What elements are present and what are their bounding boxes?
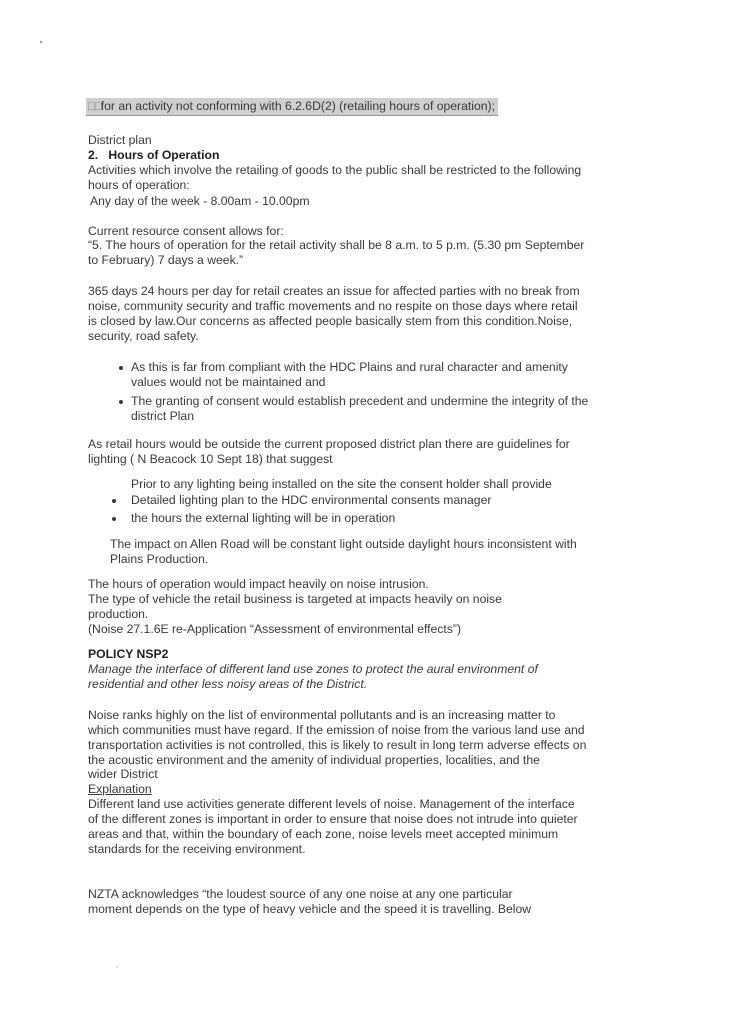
bullet-dot (119, 400, 123, 404)
lighting-bullet-1: Detailed lighting plan to the HDC environmental consents manager (131, 493, 492, 507)
current-consent-label: Current resource consent allows for: (88, 224, 284, 238)
section-heading (88, 148, 219, 163)
consent-quote-line-1: “5. The hours of operation for the retail activity shall be 8 a.m. to 5 p.m. (5.30 pm September (88, 238, 585, 252)
policy-line-2: residential and other less noisy areas of the District. (88, 677, 368, 691)
bullet-dot (112, 499, 116, 503)
noise-line-1: The hours of operation would impact heavily on noise intrusion. (88, 577, 429, 591)
lighting-bullet-2: the hours the external lighting will be in operation (131, 511, 396, 525)
ranks-line-5: wider District (88, 767, 158, 781)
placeholder-glyphs: □□ (88, 99, 101, 113)
explanation-line-2: of the different zones is important in order to ensure that noise does not intrude into quieter (88, 812, 578, 826)
retail-hours-line-2: lighting ( N Beacock 10 Sept 18) that suggest (88, 452, 333, 466)
nzta-line-1: NZTA acknowledges “the loudest source of any one noise at any one particular (88, 887, 513, 901)
lighting-intro: Prior to any lighting being installed on the site the consent holder shall provide (131, 477, 552, 491)
explanation-line-4: standards for the receiving environment. (88, 842, 306, 856)
ranks-line-2: which communities must have regard. If the emission of noise from the various land use and (88, 723, 585, 737)
concern-line-3: is closed by law.Our concerns as affected people basically stem from this condition.Noise, (88, 314, 573, 328)
nzta-line-2: moment depends on the type of heavy vehicle and the speed it is travelling. Below (88, 902, 532, 916)
bullet-2-line-2: district Plan (131, 409, 194, 423)
retail-hours-line-1: As retail hours would be outside the current proposed district plan there are guidelines for (88, 437, 570, 451)
any-day-hours: Any day of the week - 8.00am - 10.00pm (90, 194, 310, 208)
noise-line-4: (Noise 27.1.6E re-Application “Assessment of environmental effects”) (88, 622, 462, 636)
concern-line-2: noise, community security and traffic movements and no respite on those days where retail (88, 299, 578, 313)
bullet-2-line-1: The granting of consent would establish precedent and undermine the integrity of the (131, 394, 589, 408)
consent-quote-line-2: to February) 7 days a week.” (88, 253, 244, 267)
section-title: Hours of Operation (108, 148, 220, 162)
district-plan-label: District plan (88, 133, 152, 147)
highlighted-clause-text: for an activity not conforming with 6.2.6D(2) (retailing hours of operation); (100, 99, 495, 113)
scan-speck (40, 41, 42, 43)
activities-line-1: Activities which involve the retailing of goods to the public shall be restricted to the following (88, 163, 582, 177)
bullet-dot (112, 517, 116, 521)
policy-line-1: Manage the interface of different land use zones to protect the aural environment of (88, 662, 538, 676)
scan-speck (116, 966, 118, 968)
explanation-heading: Explanation (88, 782, 152, 796)
explanation-line-1: Different land use activities generate different levels of noise. Management of the interface (88, 797, 575, 811)
impact-line-2: Plains Production. (110, 552, 209, 566)
bullet-1-line-1: As this is far from compliant with the HDC Plains and rural character and amenity (131, 360, 568, 374)
ranks-line-4: the acoustic environment and the amenity of individual properties, localities, and the (88, 753, 540, 767)
highlighted-clause (86, 98, 498, 116)
bullet-1-line-2: values would not be maintained and (131, 375, 326, 389)
noise-line-2: The type of vehicle the retail business is targeted at impacts heavily on noise (88, 592, 502, 606)
impact-line-1: The impact on Allen Road will be constant light outside daylight hours inconsistent with (110, 537, 577, 551)
activities-line-2: hours of operation: (88, 178, 190, 192)
policy-heading: POLICY NSP2 (88, 647, 169, 661)
bullet-dot (119, 366, 123, 370)
explanation-line-3: areas and that, within the boundary of each zone, noise levels meet accepted minimum (88, 827, 559, 841)
section-number: 2. (88, 148, 99, 162)
ranks-line-1: Noise ranks highly on the list of environmental pollutants and is an increasing matter to (88, 708, 556, 722)
concern-line-4: security, road safety. (88, 329, 199, 343)
noise-line-3: production. (88, 607, 149, 621)
concern-line-1: 365 days 24 hours per day for retail creates an issue for affected parties with no break from (88, 284, 580, 298)
ranks-line-3: transportation activities is not controlled, this is likely to result in long term adverse effects on (88, 738, 587, 752)
